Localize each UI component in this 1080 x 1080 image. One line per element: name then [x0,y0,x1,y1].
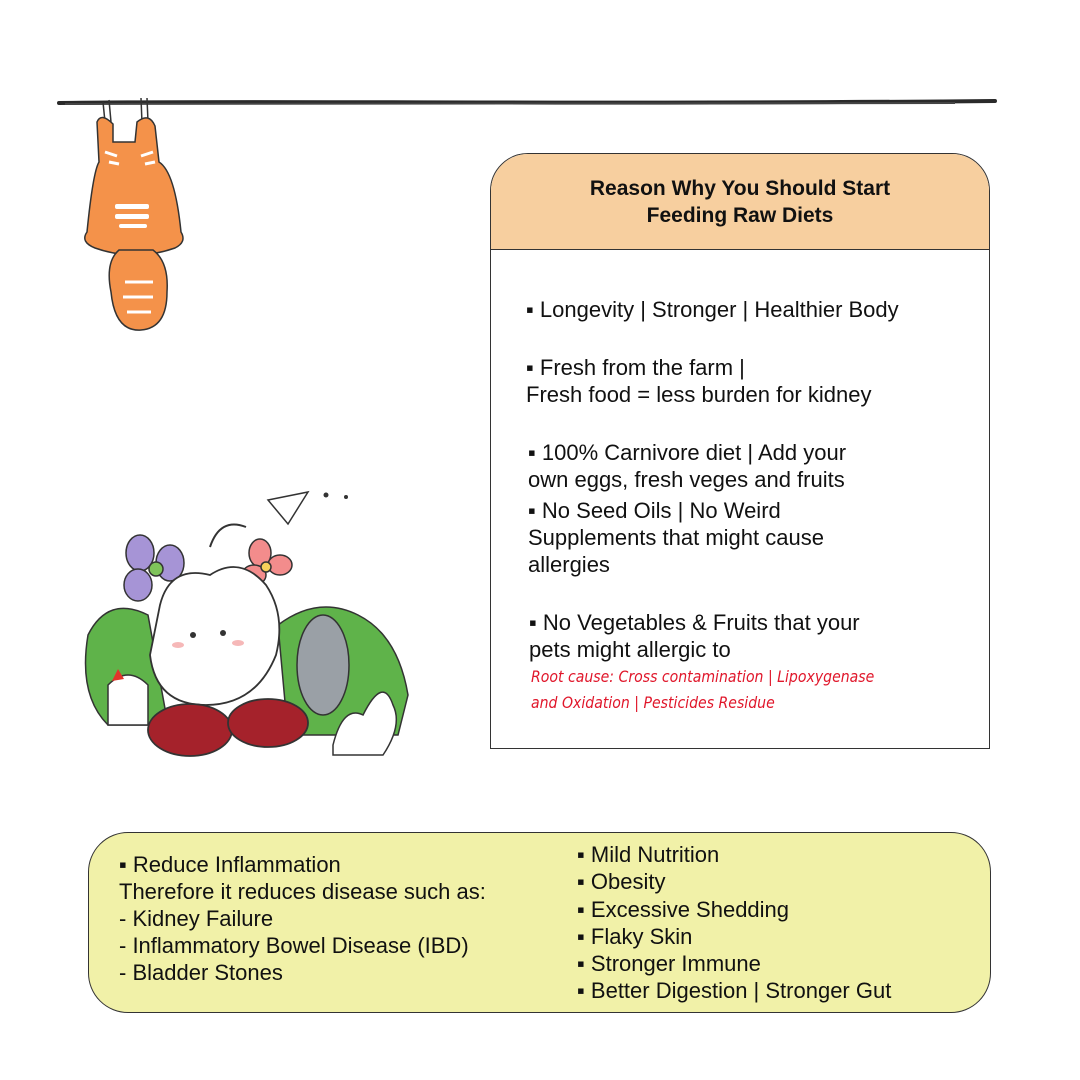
benefit-right-2: ▪ Excessive Shedding [577,897,790,922]
reason-card-header [491,154,989,250]
benefit-left-0: ▪ Reduce Inflammation [119,852,341,877]
root-cause-line-2: and Oxidation | Pesticides Residue [531,693,775,712]
benefit-left-2: - Kidney Failure [119,906,274,931]
reason-card-title-line1: Reason Why You Should Start [589,176,891,200]
point-carnivore: ▪ 100% Carnivore diet | Add your [528,440,847,465]
point-no-seed-oils-detail-2: allergies [528,552,610,577]
dog-food-illustration [78,485,438,765]
benefit-left-3: - Inflammatory Bowel Disease (IBD) [119,933,469,958]
reason-card [490,153,990,749]
point-carnivore-detail: own eggs, fresh veges and fruits [528,467,845,492]
point-no-vegetables: ▪ No Vegetables & Fruits that your [529,610,860,635]
benefit-right-5: ▪ Better Digestion | Stronger Gut [577,978,892,1003]
hanging-cat-illustration [75,92,200,342]
benefit-right-0: ▪ Mild Nutrition [577,842,720,867]
benefit-left-1: Therefore it reduces disease such as: [119,879,486,904]
point-no-seed-oils-detail-1: Supplements that might cause [528,525,824,550]
point-fresh-farm-detail: Fresh food = less burden for kidney [526,382,872,407]
root-cause-line-1: Root cause: Cross contamination | Lipoxygenase [531,667,875,686]
reason-card-title-line2: Feeding Raw Diets [646,203,834,227]
point-no-vegetables-detail: pets might allergic to [529,637,731,662]
benefit-right-1: ▪ Obesity [577,869,666,894]
benefit-left-4: - Bladder Stones [119,960,283,985]
benefit-right-4: ▪ Stronger Immune [577,951,761,976]
point-longevity: ▪ Longevity | Stronger | Healthier Body [526,297,899,322]
benefits-box [88,832,991,1013]
benefit-right-3: ▪ Flaky Skin [577,924,693,949]
point-no-seed-oils: ▪ No Seed Oils | No Weird [528,498,781,523]
point-fresh-farm: ▪ Fresh from the farm | [526,355,745,380]
